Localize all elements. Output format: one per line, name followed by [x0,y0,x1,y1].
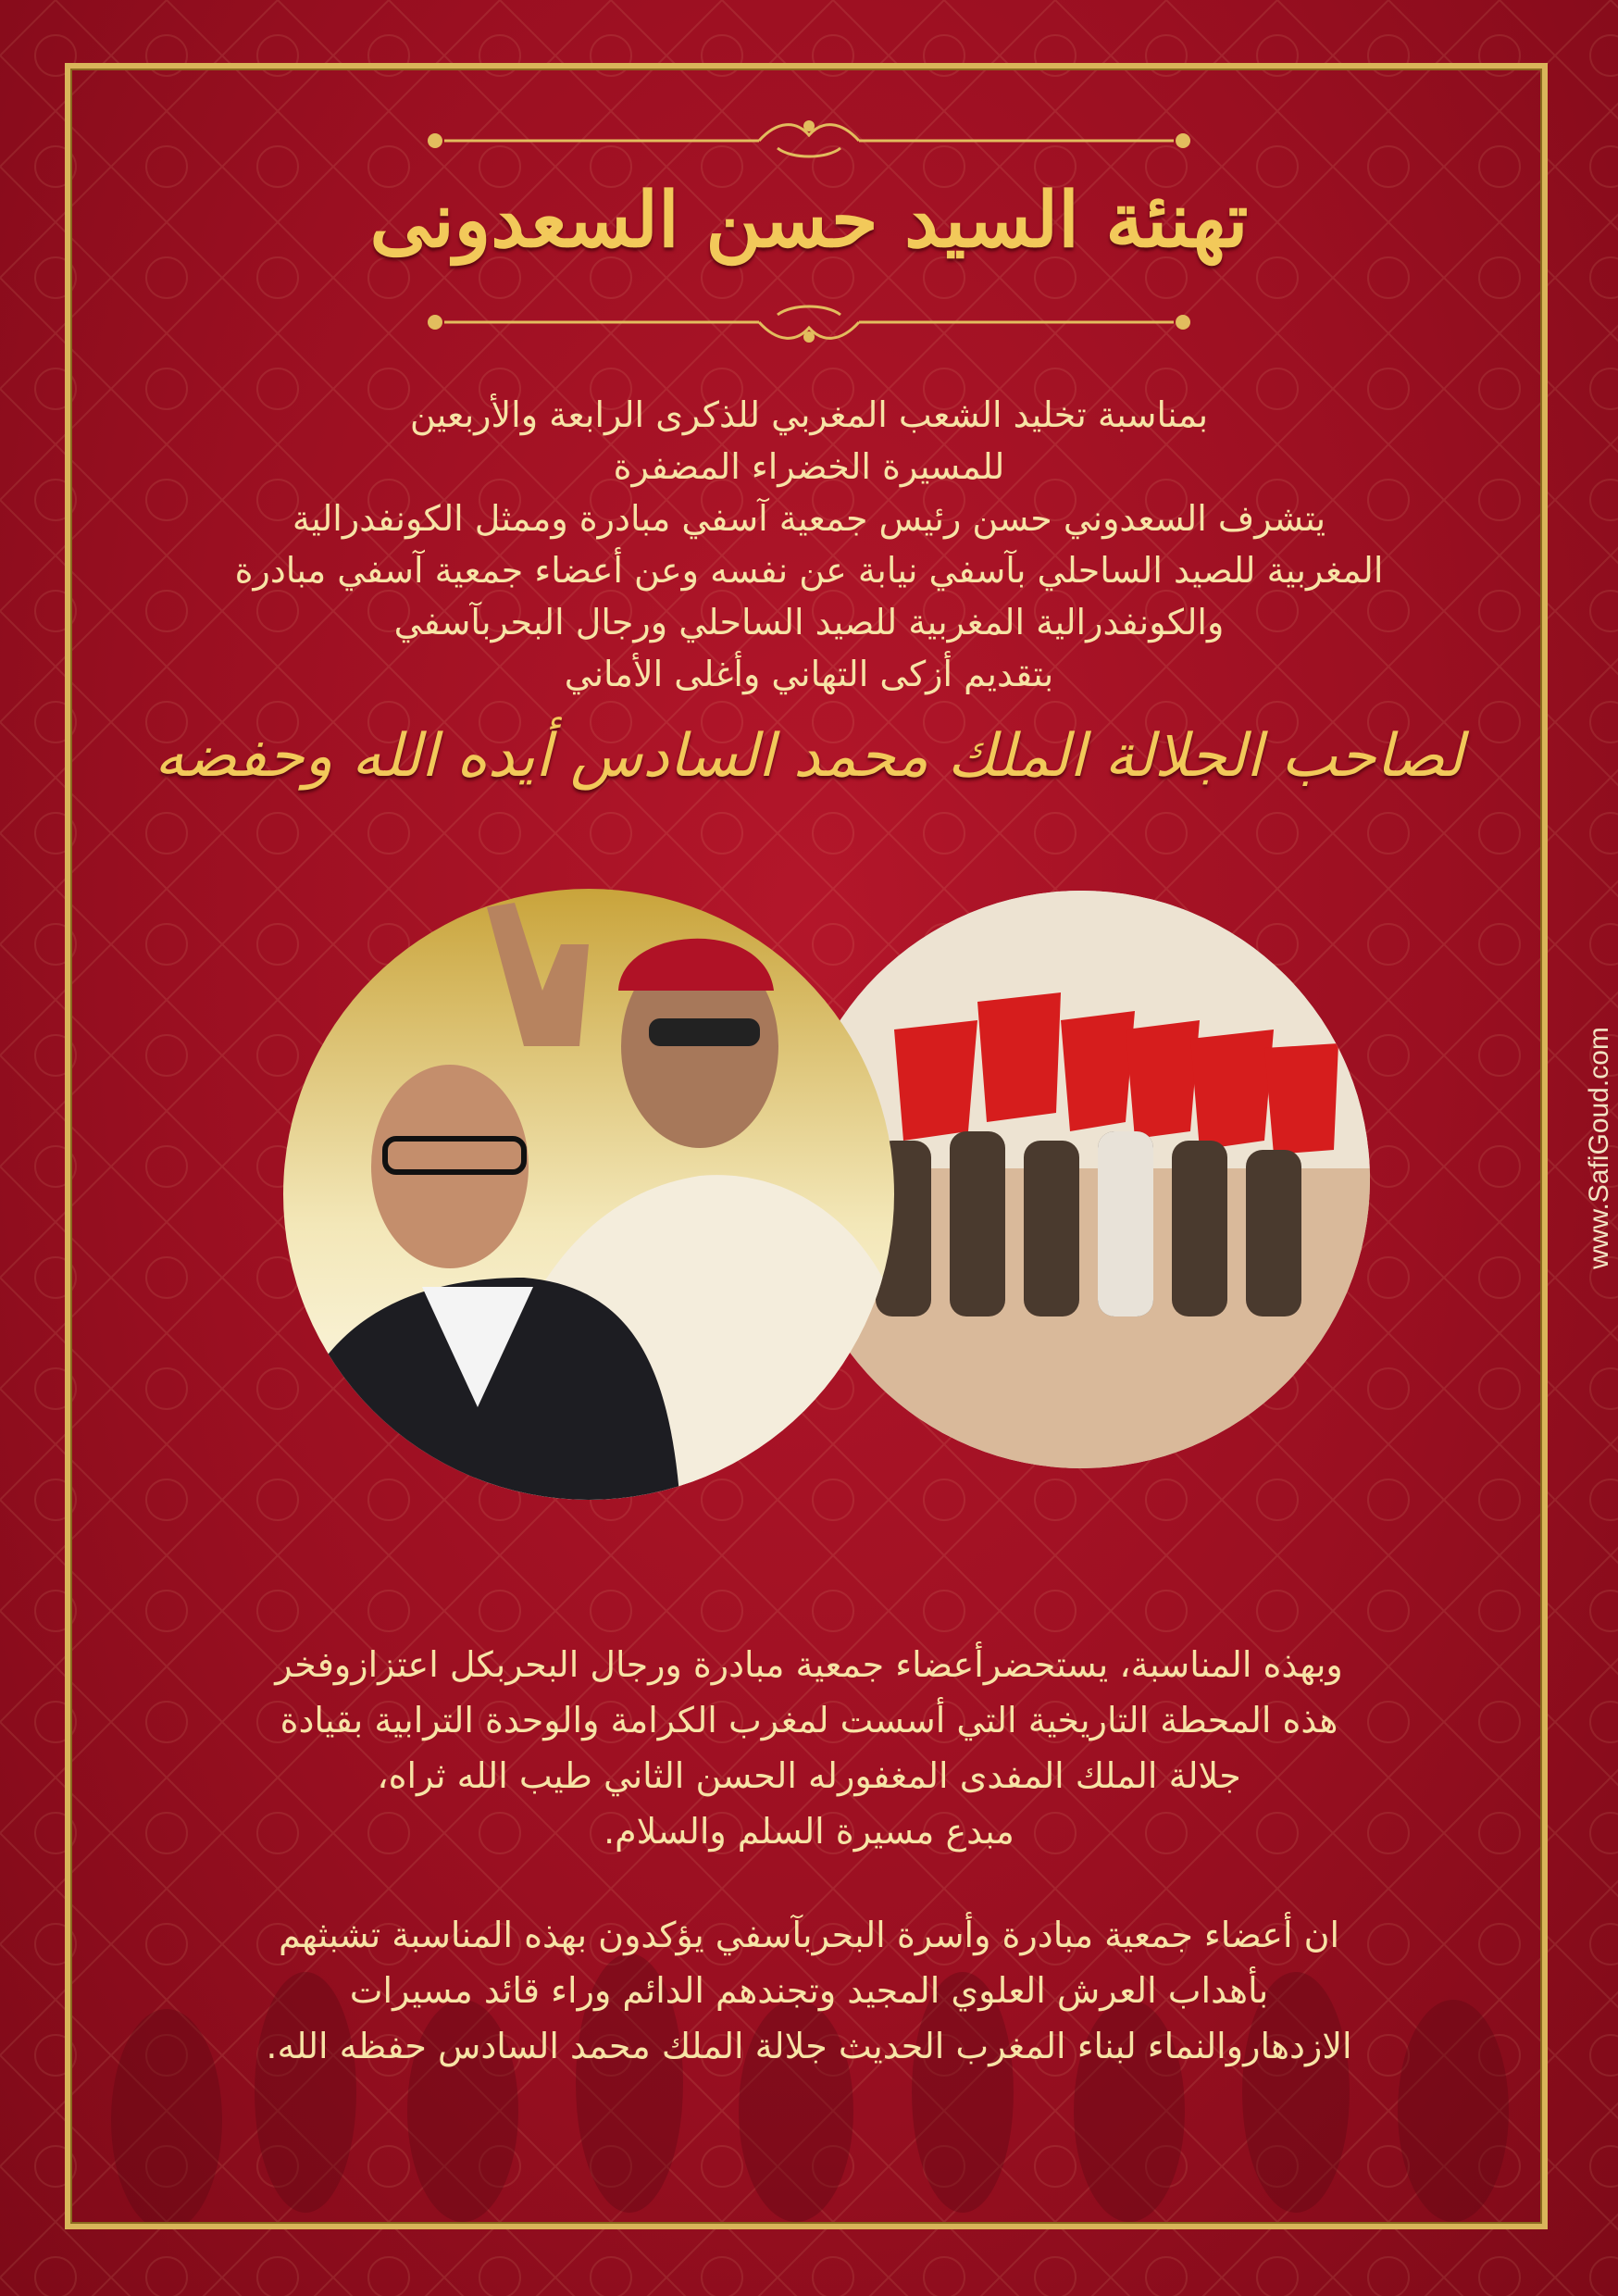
body-paragraph-1 [111,1637,1507,1859]
body2-line: ان أعضاء جمعية مبادرة وأسرة البحربآسفي يؤكدون بهذه المناسبة تشبثهم [278,1915,1340,1955]
intro-line: المغربية للصيد الساحلي بآسفي نيابة عن نفسه وعن أعضاء جمعية آسفي مبادرة [234,550,1384,591]
bottom-ornament [0,296,1618,352]
body1-line: وبهذه المناسبة، يستحضرأعضاء جمعية مبادرة ورجال البحربكل اعتزازوفخر [275,1644,1343,1685]
dedication-line: لصاحب الجلالة الملك محمد السادس أيده الله وحفضه [154,722,1464,791]
body1-line: مبدع مسيرة السلم والسلام. [604,1811,1014,1852]
portrait-photo [283,889,894,1500]
page-title: تهنئة السيد حسن السعدونى [369,176,1249,265]
body-paragraph-2 [111,1907,1507,2074]
top-ornament [0,111,1618,167]
intro-line: يتشرف السعدوني حسن رئيس جمعية آسفي مبادرة وممثل الكونفدرالية [292,498,1326,539]
body1-line: جلالة الملك المفدى المغفورله الحسن الثاني طيب الله ثراه، [377,1755,1241,1796]
intro-line: بتقديم أزكى التهاني وأغلى الأماني [564,654,1054,694]
body1-line: هذه المحطة التاريخية التي أسست لمغرب الكرامة والوحدة الترابية بقيادة [280,1700,1338,1741]
website-watermark [1581,981,1618,1315]
intro-line: بمناسبة تخليد الشعب المغربي للذكرى الرابعة والأربعين [409,394,1209,435]
website-watermark-text: www.SafiGoud.com [1584,1027,1614,1269]
body2-line: بأهداب العرش العلوي المجيد وتجندهم الدائم وراء قائد مسيرات [349,1970,1269,2011]
intro-line: للمسيرة الخضراء المضفرة [613,446,1005,487]
body2-line: الازدهاروالنماء لبناء المغرب الحديث جلالة الملك محمد السادس حفظه الله. [266,2026,1352,2066]
intro-paragraph [111,389,1507,700]
intro-line: والكونفدرالية المغربية للصيد الساحلي ورجال البحربآسفي [393,602,1225,643]
